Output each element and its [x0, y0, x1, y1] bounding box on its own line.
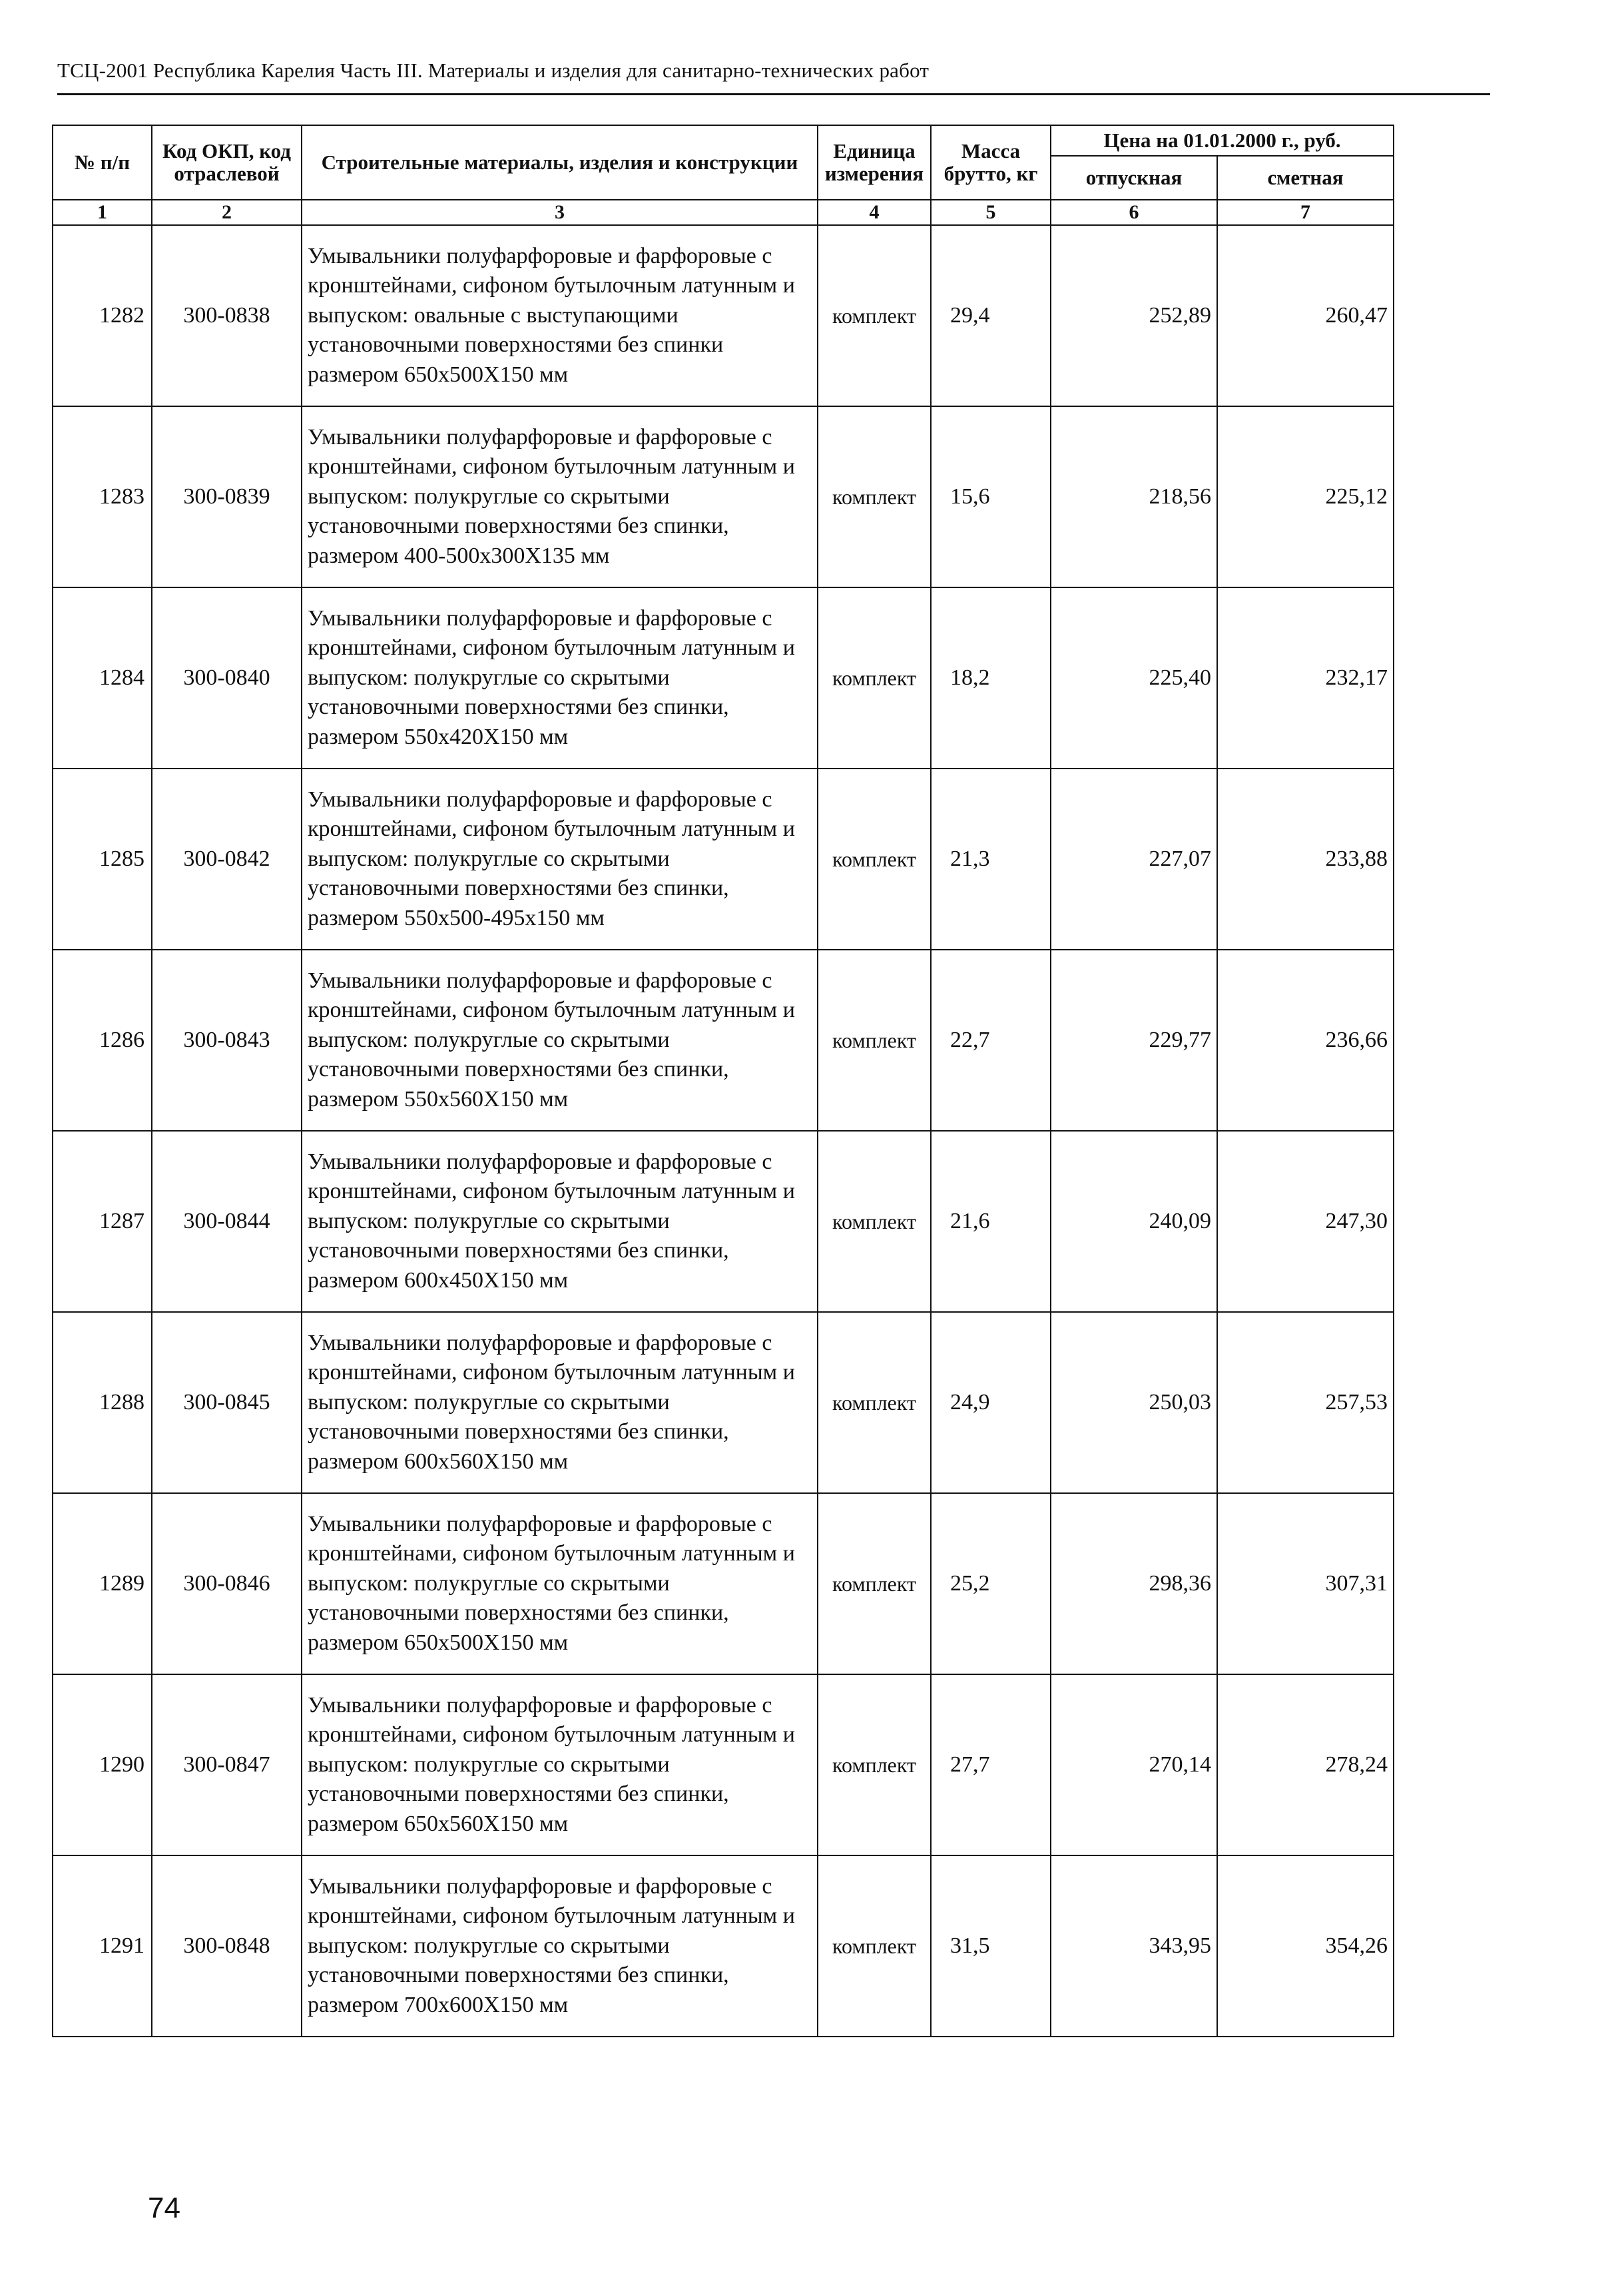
- release-price: 240,09: [1051, 1131, 1217, 1312]
- gross-mass: 22,7: [931, 950, 1051, 1131]
- material-description: Умывальники полуфарфоровые и фарфоровые с кронштейнами, сифоном бутылочным латунным и выпуском: полукруглые со скрытыми установочными поверхностями без спинки, размером 650x500X150 мм: [302, 1493, 818, 1674]
- release-price: 298,36: [1051, 1493, 1217, 1674]
- table-row: [53, 1312, 1394, 1493]
- row-number: 1290: [53, 1674, 152, 1855]
- column-number: 5: [931, 200, 1051, 225]
- unit-of-measure: комплект: [818, 1312, 931, 1493]
- table-row: [53, 769, 1394, 950]
- row-number: 1284: [53, 587, 152, 769]
- row-number: 1289: [53, 1493, 152, 1674]
- header-rule: [57, 93, 1490, 95]
- material-description: Умывальники полуфарфоровые и фарфоровые с кронштейнами, сифоном бутылочным латунным и выпуском: овальные с выступающими установочными поверхностями без спинки размером 650x500X150 мм: [302, 225, 818, 406]
- row-number: 1283: [53, 406, 152, 587]
- column-number: 7: [1217, 200, 1394, 225]
- material-description: Умывальники полуфарфоровые и фарфоровые с кронштейнами, сифоном бутылочным латунным и выпуском: полукруглые со скрытыми установочными поверхностями без спинки, размером 600x560X150 мм: [302, 1312, 818, 1493]
- price-table: [52, 125, 1394, 2037]
- gross-mass: 18,2: [931, 587, 1051, 769]
- material-description: Умывальники полуфарфоровые и фарфоровые с кронштейнами, сифоном бутылочным латунным и выпуском: полукруглые со скрытыми установочными поверхностями без спинки, размером 650x560X150 мм: [302, 1674, 818, 1855]
- gross-mass: 24,9: [931, 1312, 1051, 1493]
- unit-of-measure: комплект: [818, 225, 931, 406]
- release-price: 252,89: [1051, 225, 1217, 406]
- estimate-price: 278,24: [1217, 1674, 1394, 1855]
- table-row: [53, 587, 1394, 769]
- page-number: 74: [148, 2192, 180, 2224]
- material-description: Умывальники полуфарфоровые и фарфоровые с кронштейнами, сифоном бутылочным латунным и выпуском: полукруглые со скрытыми установочными поверхностями без спинки, размером 700x600X150 мм: [302, 1855, 818, 2037]
- release-price: 270,14: [1051, 1674, 1217, 1855]
- material-description: Умывальники полуфарфоровые и фарфоровые с кронштейнами, сифоном бутылочным латунным и выпуском: полукруглые со скрытыми установочными поверхностями без спинки, размером 550x500-495x150 мм: [302, 769, 818, 950]
- okp-code: 300-0848: [152, 1855, 302, 2037]
- estimate-price: 247,30: [1217, 1131, 1394, 1312]
- table-row: [53, 406, 1394, 587]
- column-number: 4: [818, 200, 931, 225]
- gross-mass: 27,7: [931, 1674, 1051, 1855]
- header-estimate-price: сметная: [1217, 156, 1394, 200]
- unit-of-measure: комплект: [818, 406, 931, 587]
- estimate-price: 232,17: [1217, 587, 1394, 769]
- release-price: 343,95: [1051, 1855, 1217, 2037]
- okp-code: 300-0844: [152, 1131, 302, 1312]
- row-number: 1287: [53, 1131, 152, 1312]
- estimate-price: 257,53: [1217, 1312, 1394, 1493]
- okp-code: 300-0847: [152, 1674, 302, 1855]
- unit-of-measure: комплект: [818, 950, 931, 1131]
- unit-of-measure: комплект: [818, 1855, 931, 2037]
- release-price: 218,56: [1051, 406, 1217, 587]
- okp-code: 300-0845: [152, 1312, 302, 1493]
- gross-mass: 15,6: [931, 406, 1051, 587]
- unit-of-measure: комплект: [818, 1131, 931, 1312]
- material-description: Умывальники полуфарфоровые и фарфоровые с кронштейнами, сифоном бутылочным латунным и выпуском: полукруглые со скрытыми установочными поверхностями без спинки, размером 550x420X150 мм: [302, 587, 818, 769]
- material-description: Умывальники полуфарфоровые и фарфоровые с кронштейнами, сифоном бутылочным латунным и выпуском: полукруглые со скрытыми установочными поверхностями без спинки, размером 400-500x300X135 мм: [302, 406, 818, 587]
- release-price: 225,40: [1051, 587, 1217, 769]
- okp-code: 300-0843: [152, 950, 302, 1131]
- gross-mass: 21,6: [931, 1131, 1051, 1312]
- estimate-price: 354,26: [1217, 1855, 1394, 2037]
- table-row: [53, 1131, 1394, 1312]
- table-row: [53, 950, 1394, 1131]
- column-number-row: [53, 200, 1394, 225]
- column-number: 6: [1051, 200, 1217, 225]
- header-release-price: отпускная: [1051, 156, 1217, 200]
- estimate-price: 307,31: [1217, 1493, 1394, 1674]
- release-price: 250,03: [1051, 1312, 1217, 1493]
- release-price: 229,77: [1051, 950, 1217, 1131]
- table-header: [53, 125, 1394, 225]
- okp-code: 300-0840: [152, 587, 302, 769]
- unit-of-measure: комплект: [818, 587, 931, 769]
- table-body: [53, 225, 1394, 2037]
- header-unit: Единица измерения: [818, 125, 931, 200]
- estimate-price: 233,88: [1217, 769, 1394, 950]
- release-price: 227,07: [1051, 769, 1217, 950]
- okp-code: 300-0842: [152, 769, 302, 950]
- estimate-price: 225,12: [1217, 406, 1394, 587]
- unit-of-measure: комплект: [818, 769, 931, 950]
- estimate-price: 260,47: [1217, 225, 1394, 406]
- gross-mass: 25,2: [931, 1493, 1051, 1674]
- estimate-price: 236,66: [1217, 950, 1394, 1131]
- table-row: [53, 1674, 1394, 1855]
- unit-of-measure: комплект: [818, 1674, 931, 1855]
- table-row: [53, 1493, 1394, 1674]
- okp-code: 300-0839: [152, 406, 302, 587]
- header-mass: Масса брутто, кг: [931, 125, 1051, 200]
- row-number: 1288: [53, 1312, 152, 1493]
- row-number: 1286: [53, 950, 152, 1131]
- unit-of-measure: комплект: [818, 1493, 931, 1674]
- gross-mass: 21,3: [931, 769, 1051, 950]
- column-number: 3: [302, 200, 818, 225]
- header-price-group: Цена на 01.01.2000 г., руб.: [1051, 125, 1394, 156]
- running-header-title: ТСЦ-2001 Республика Карелия Часть III. Материалы и изделия для санитарно-технических работ: [57, 59, 930, 82]
- column-number: 2: [152, 200, 302, 225]
- material-description: Умывальники полуфарфоровые и фарфоровые с кронштейнами, сифоном бутылочным латунным и выпуском: полукруглые со скрытыми установочными поверхностями без спинки, размером 550x560X150 мм: [302, 950, 818, 1131]
- row-number: 1285: [53, 769, 152, 950]
- header-okp-code: Код ОКП, код отраслевой: [152, 125, 302, 200]
- table-row: [53, 1855, 1394, 2037]
- table-row: [53, 225, 1394, 406]
- row-number: 1291: [53, 1855, 152, 2037]
- material-description: Умывальники полуфарфоровые и фарфоровые с кронштейнами, сифоном бутылочным латунным и выпуском: полукруглые со скрытыми установочными поверхностями без спинки, размером 600x450X150 мм: [302, 1131, 818, 1312]
- gross-mass: 31,5: [931, 1855, 1051, 2037]
- gross-mass: 29,4: [931, 225, 1051, 406]
- okp-code: 300-0838: [152, 225, 302, 406]
- row-number: 1282: [53, 225, 152, 406]
- okp-code: 300-0846: [152, 1493, 302, 1674]
- header-no: № п/п: [53, 125, 152, 200]
- column-number: 1: [53, 200, 152, 225]
- header-materials: Строительные материалы, изделия и конструкции: [302, 125, 818, 200]
